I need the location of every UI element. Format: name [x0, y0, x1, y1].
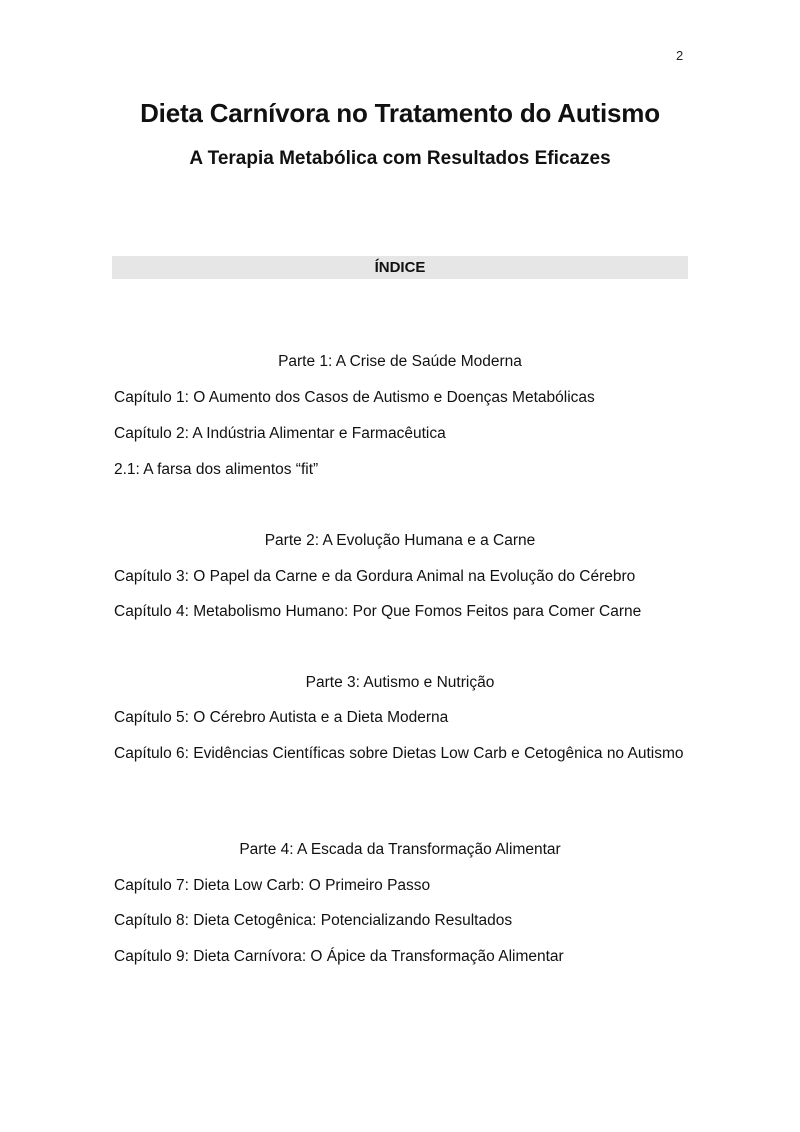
toc-entry-chapter-3[interactable]: Capítulo 3: O Papel da Carne e da Gordura Animal na Evolução do Cérebro	[114, 568, 636, 585]
toc-entry-chapter-6[interactable]: Capítulo 6: Evidências Científicas sobre Dietas Low Carb e Cetogênica no Autismo	[114, 745, 684, 762]
page-number: 2	[676, 48, 684, 63]
toc-entry-chapter-9[interactable]: Capítulo 9: Dieta Carnívora: O Ápice da Transformação Alimentar	[114, 948, 564, 965]
toc-part-3[interactable]: Parte 3: Autismo e Nutrição	[305, 674, 495, 691]
toc-part-1[interactable]: Parte 1: A Crise de Saúde Moderna	[278, 353, 522, 370]
document-subtitle: A Terapia Metabólica com Resultados Eficazes	[189, 148, 611, 169]
toc-part-2[interactable]: Parte 2: A Evolução Humana e a Carne	[264, 532, 536, 549]
toc-entry-chapter-1[interactable]: Capítulo 1: O Aumento dos Casos de Autismo e Doenças Metabólicas	[114, 389, 595, 406]
toc-entry-chapter-7[interactable]: Capítulo 7: Dieta Low Carb: O Primeiro Passo	[114, 877, 431, 894]
toc-entry-section-2-1[interactable]: 2.1: A farsa dos alimentos “fit”	[114, 461, 319, 478]
document-title: Dieta Carnívora no Tratamento do Autismo	[140, 98, 660, 128]
toc-entry-chapter-4[interactable]: Capítulo 4: Metabolismo Humano: Por Que Fomos Feitos para Comer Carne	[114, 603, 642, 620]
toc-entry-chapter-2[interactable]: Capítulo 2: A Indústria Alimentar e Farmacêutica	[114, 425, 446, 442]
toc-part-4[interactable]: Parte 4: A Escada da Transformação Alimentar	[239, 841, 561, 858]
toc-entry-chapter-5[interactable]: Capítulo 5: O Cérebro Autista e a Dieta Moderna	[114, 709, 449, 726]
index-heading: ÍNDICE	[112, 256, 688, 279]
toc-entry-chapter-8[interactable]: Capítulo 8: Dieta Cetogênica: Potencializando Resultados	[114, 912, 513, 929]
